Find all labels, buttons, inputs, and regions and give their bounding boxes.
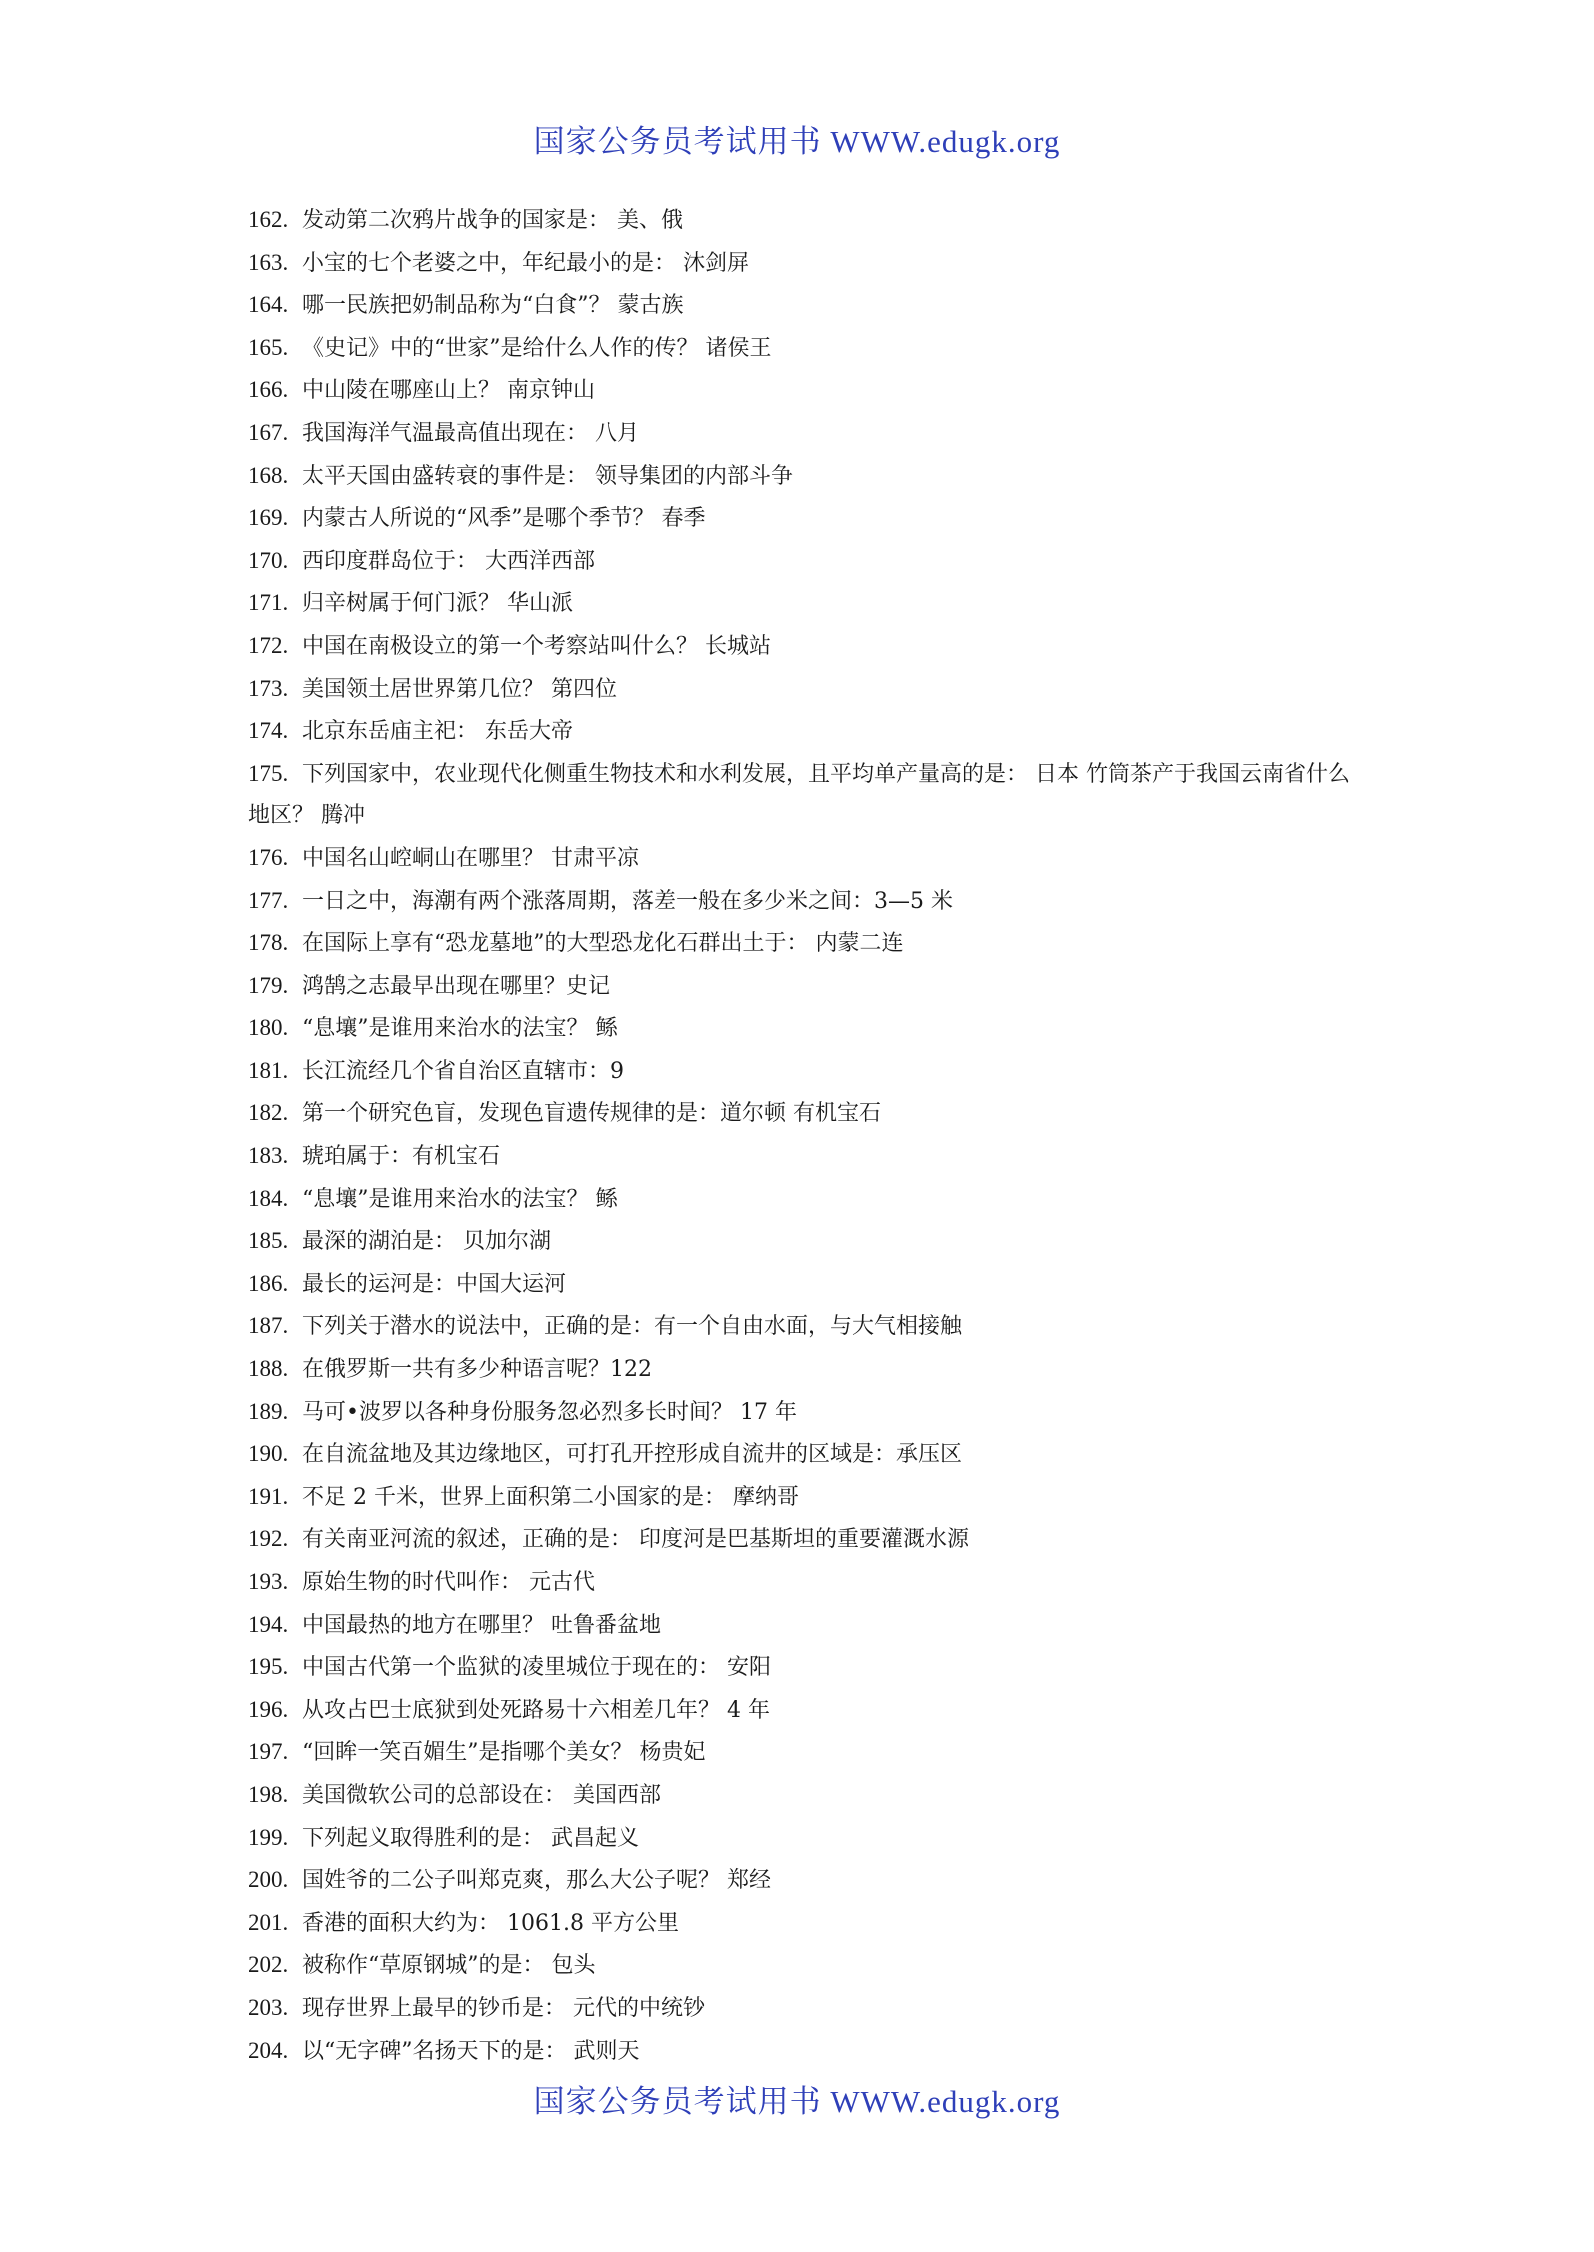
qa-item — [248, 1518, 1368, 1561]
qa-number: 197. — [248, 1739, 289, 1765]
qa-number: 180. — [248, 1015, 289, 1041]
qa-item — [248, 1817, 1368, 1860]
qa-number: 192. — [248, 1526, 289, 1552]
page-header: 国家公务员考试用书 WWW.edugk.org — [533, 124, 1061, 159]
qa-text: 现存世界上最早的钞币是： 元代的中统钞 — [302, 1995, 705, 2021]
qa-item — [248, 710, 1368, 753]
qa-item — [248, 1220, 1368, 1263]
qa-text: 中国最热的地方在哪里？ 吐鲁番盆地 — [302, 1612, 661, 1638]
qa-item — [248, 369, 1368, 412]
qa-number: 185. — [248, 1228, 289, 1254]
qa-number: 167. — [248, 419, 289, 445]
qa-text: 太平天国由盛转衰的事件是： 领导集团的内部斗争 — [302, 463, 793, 489]
qa-number: 177. — [248, 887, 289, 913]
qa-number: 186. — [248, 1270, 289, 1296]
qa-number: 200. — [248, 1867, 289, 1893]
qa-item — [248, 1731, 1368, 1774]
qa-text: “息壤”是谁用来治水的法宝？ 鲧 — [302, 1016, 618, 1042]
qa-text: 美国微软公司的总部设在： 美国西部 — [302, 1782, 661, 1808]
qa-text: 发动第二次鸦片战争的国家是： 美、俄 — [302, 208, 683, 233]
qa-text: 归辛树属于何门派？ 华山派 — [302, 591, 573, 617]
qa-number: 204. — [248, 2037, 289, 2063]
qa-number: 191. — [248, 1483, 289, 1509]
qa-number: 196. — [248, 1696, 289, 1722]
qa-item — [248, 965, 1368, 1008]
qa-text: 《史记》中的“世家”是给什么人作的传？ 诸侯王 — [302, 335, 772, 361]
qa-text: 小宝的七个老婆之中，年纪最小的是： 沐剑屏 — [302, 250, 749, 276]
qa-item — [248, 1859, 1368, 1902]
qa-text: 哪一民族把奶制品称为“白食”？ 蒙古族 — [302, 293, 684, 319]
qa-number: 173. — [248, 675, 289, 701]
qa-number: 183. — [248, 1143, 289, 1169]
qa-text: 下列国家中，农业现代化侧重生物技术和水利发展，且平均单产量高的是： 日本 竹筒茶产于我国云南省什么地区？ 腾冲 — [248, 761, 1350, 829]
qa-item — [248, 1604, 1368, 1647]
qa-number: 188. — [248, 1356, 289, 1382]
qa-number: 194. — [248, 1611, 289, 1637]
qa-number: 163. — [248, 249, 289, 275]
qa-item — [248, 455, 1368, 498]
qa-item — [248, 1305, 1368, 1348]
qa-number: 184. — [248, 1185, 289, 1211]
qa-text: 最深的湖泊是： 贝加尔湖 — [302, 1229, 551, 1255]
qa-item — [248, 1050, 1368, 1093]
qa-number: 162. — [248, 207, 289, 232]
qa-text: 有关南亚河流的叙述，正确的是： 印度河是巴基斯坦的重要灌溉水源 — [302, 1527, 969, 1553]
qa-item — [248, 1092, 1368, 1135]
qa-text: 马可•波罗以各种身份服务忽必烈多长时间？ 17 年 — [302, 1399, 797, 1425]
qa-text: 中山陵在哪座山上？ 南京钟山 — [302, 378, 595, 404]
qa-text: 西印度群岛位于： 大西洋西部 — [302, 548, 595, 574]
qa-text: 长江流经几个省自治区直辖市：9 — [302, 1058, 624, 1084]
qa-number: 187. — [248, 1313, 289, 1339]
qa-item — [248, 199, 1368, 242]
qa-number: 189. — [248, 1398, 289, 1424]
qa-item — [248, 1476, 1368, 1519]
qa-text: 在俄罗斯一共有多少种语言呢？122 — [302, 1357, 652, 1383]
qa-number: 178. — [248, 930, 289, 956]
qa-item — [248, 1646, 1368, 1689]
qa-number: 195. — [248, 1654, 289, 1680]
qa-item — [248, 2030, 1368, 2073]
qa-item — [248, 1263, 1368, 1306]
qa-text: 被称作“草原钢城”的是： 包头 — [302, 1953, 596, 1979]
qa-text: “回眸一笑百媚生”是指哪个美女？ 杨贵妃 — [302, 1740, 706, 1766]
qa-text: 在国际上享有“恐龙墓地”的大型恐龙化石群出土于： 内蒙二连 — [302, 931, 904, 957]
qa-number: 182. — [248, 1100, 289, 1126]
qa-number: 202. — [248, 1952, 289, 1978]
qa-text: 我国海洋气温最高值出现在： 八月 — [302, 420, 639, 446]
qa-number: 181. — [248, 1057, 289, 1083]
qa-number: 166. — [248, 377, 289, 403]
qa-text: 最长的运河是：中国大运河 — [302, 1271, 567, 1297]
qa-item — [248, 540, 1368, 583]
qa-number: 172. — [248, 632, 289, 658]
qa-number: 170. — [248, 547, 289, 573]
qa-item — [248, 1007, 1368, 1050]
qa-number: 169. — [248, 505, 289, 531]
qa-text: 北京东岳庙主祀： 东岳大帝 — [302, 719, 573, 745]
qa-number: 165. — [248, 334, 289, 360]
qa-text: 从攻占巴士底狱到处死路易十六相差几年？ 4 年 — [302, 1697, 770, 1723]
qa-item — [248, 242, 1368, 285]
qa-item — [248, 1944, 1368, 1987]
qa-number: 201. — [248, 1909, 289, 1935]
qa-item — [248, 582, 1368, 625]
qa-item — [248, 1902, 1368, 1945]
qa-item — [248, 922, 1368, 965]
qa-item — [248, 1689, 1368, 1732]
qa-item — [248, 497, 1368, 540]
qa-item — [248, 1178, 1368, 1221]
qa-item — [248, 1987, 1368, 2030]
qa-number: 179. — [248, 972, 289, 998]
qa-text: 国姓爷的二公子叫郑克爽，那么大公子呢？ 郑经 — [302, 1868, 771, 1894]
qa-text: 在自流盆地及其边缘地区，可打孔开控形成自流井的区域是：承压区 — [302, 1442, 963, 1468]
qa-text: 香港的面积大约为： 1061.8 平方公里 — [302, 1910, 679, 1936]
qa-number: 174. — [248, 718, 289, 744]
qa-item — [248, 1433, 1368, 1476]
qa-item — [248, 1135, 1368, 1178]
qa-item — [248, 1348, 1368, 1391]
qa-number: 175. — [248, 760, 289, 786]
qa-number: 193. — [248, 1569, 289, 1594]
qa-number: 171. — [248, 590, 289, 616]
qa-item — [248, 284, 1368, 327]
qa-number: 199. — [248, 1824, 289, 1850]
qa-text: 内蒙古人所说的“风季”是哪个季节？ 春季 — [302, 506, 706, 532]
qa-text: 鸿鹄之志最早出现在哪里？史记 — [302, 973, 611, 999]
qa-number: 168. — [248, 462, 289, 488]
qa-text: 下列关于潜水的说法中，正确的是：有一个自由水面，与大气相接触 — [302, 1314, 963, 1340]
qa-text: 下列起义取得胜利的是： 武昌起义 — [302, 1825, 639, 1851]
qa-item — [248, 753, 1360, 837]
qa-number: 203. — [248, 1994, 289, 2020]
page-footer: 国家公务员考试用书 WWW.edugk.org — [533, 2084, 1061, 2119]
qa-item — [248, 625, 1368, 668]
qa-number: 176. — [248, 844, 289, 870]
qa-text: 不足 2 千米，世界上面积第二小国家的是： 摩纳哥 — [302, 1484, 799, 1510]
qa-item — [248, 412, 1368, 455]
qa-list — [248, 199, 1368, 2072]
qa-text: 琥珀属于：有机宝石 — [302, 1144, 501, 1170]
qa-text: 美国领土居世界第几位？ 第四位 — [302, 676, 617, 702]
qa-text: 中国在南极设立的第一个考察站叫什么？ 长城站 — [302, 633, 771, 659]
qa-text: 一日之中，海潮有两个涨落周期，落差一般在多少米之间：3—5 米 — [302, 888, 953, 914]
qa-text: 中国古代第一个监狱的凌里城位于现在的： 安阳 — [302, 1655, 771, 1681]
qa-text: 以“无字碑”名扬天下的是： 武则天 — [302, 2038, 640, 2064]
qa-item — [248, 1774, 1368, 1817]
qa-text: 原始生物的时代叫作： 元古代 — [302, 1570, 595, 1595]
qa-item — [248, 880, 1368, 923]
qa-number: 164. — [248, 292, 289, 318]
qa-item — [248, 668, 1368, 711]
qa-item — [248, 1391, 1368, 1434]
qa-number: 190. — [248, 1441, 289, 1467]
qa-item — [248, 1561, 1368, 1604]
qa-text: “息壤”是谁用来治水的法宝？ 鲧 — [302, 1186, 618, 1212]
qa-item — [248, 327, 1368, 370]
qa-text: 第一个研究色盲，发现色盲遗传规律的是：道尔顿 有机宝石 — [302, 1101, 881, 1127]
qa-item — [248, 837, 1368, 880]
qa-number: 198. — [248, 1781, 289, 1807]
qa-text: 中国名山崆峒山在哪里？ 甘肃平凉 — [302, 845, 639, 871]
